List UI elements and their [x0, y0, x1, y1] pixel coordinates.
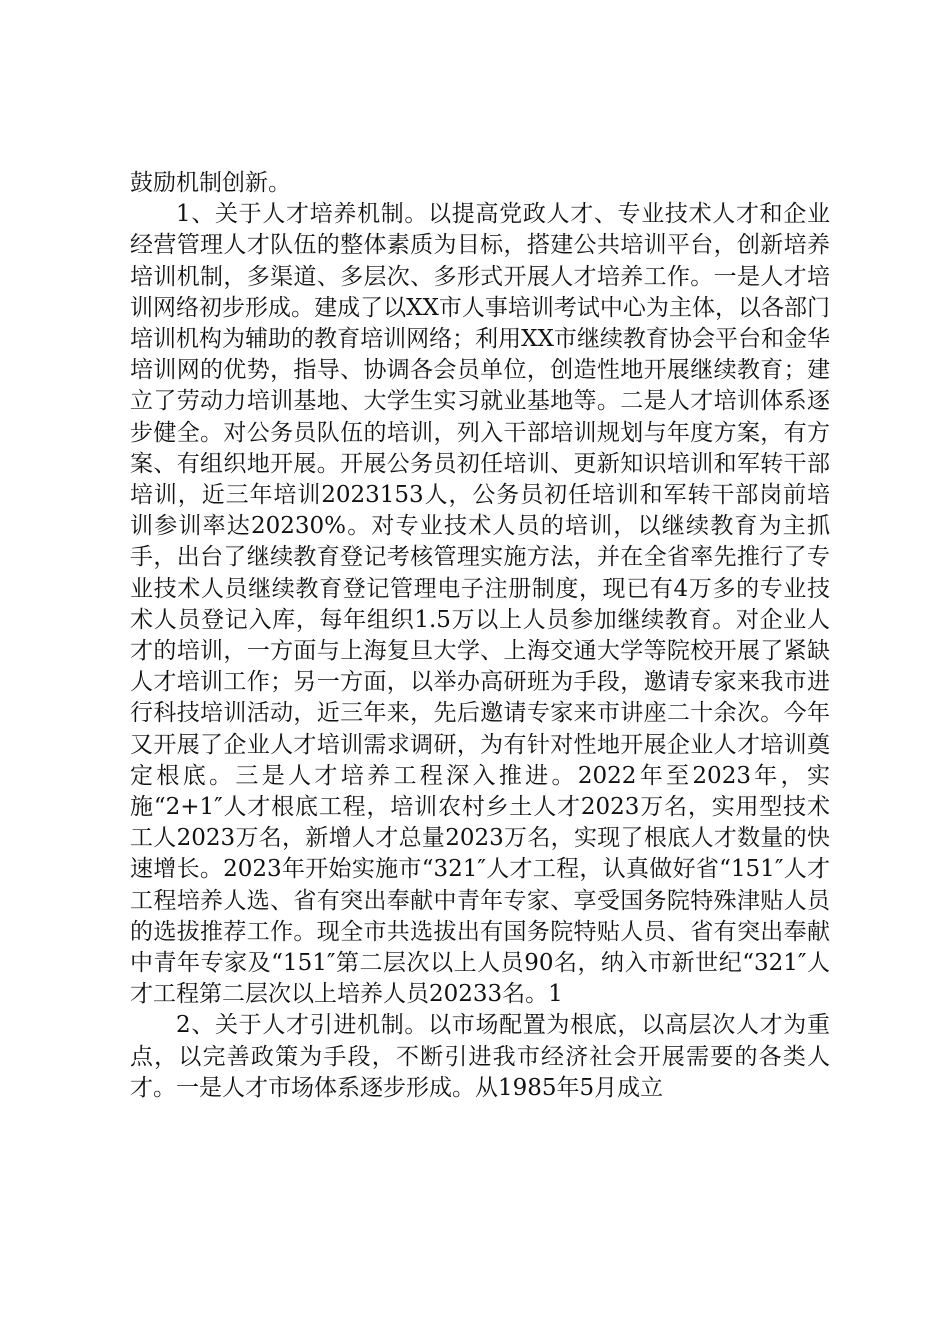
paragraph-talent-training: 1、关于人才培养机制。以提高党政人才、专业技术人才和企业经营管理人才队伍的整体素质为目标，搭建公共培训平台，创新培养培训机制，多渠道、多层次、多形式开展人才培养工作。一是人才培训网络初步形成。建成了以XX市人事培训考试中心为主体，以各部门培训机构为辅助的教育培训网络；利用XX市继续教育协会平台和金华培训网的优势，指导、协调各会员单位，创造性地开展继续教育；建立了劳动力培训基地、大学生实习就业基地等。二是人才培训体系逐步健全。对公务员队伍的培训，列入干部培训规划与年度方案，有方案、有组织地开展。开展公务员初任培训、更新知识培训和军转干部培训，近三年培训2023153人，公务员初任培训和军转干部岗前培训参训率达20230%。对专业技术人员的培训，以继续教育为主抓手，出台了继续教育登记考核管理实施方法，并在全省率先推行了专业技术人员继续教育登记管理电子注册制度，现已有4万多的专业技术人员登记入库，每年组织1.5万以上人员参加继续教育。对企业人才的培训，一方面与上海复旦大学、上海交通大学等院校开展了紧缺人才培训工作；另一方面，以举办高研班为手段，邀请专家来我市进行科技培训活动，近三年来，先后邀请专家来市讲座二十余次。今年又开展了企业人才培训需求调研，为有针对性地开展企业人才培训奠定根底。三是人才培养工程深入推进。2022年至2023年，实施“2+1″人才根底工程，培训农村乡土人才2023万名，实用型技术工人2023万名，新增人才总量2023万名，实现了根底人才数量的快速增长。2023年开始实施市“321″人才工程，认真做好省“151″人才工程培养人选、省有突出奉献中青年专家、享受国务院特殊津贴人员的选拔推荐工作。现全市共选拔出有国务院特贴人员、省有突出奉献中青年专家及“151″第二层次以上人员90名，纳入市新世纪“321″人才工程第二层次以上培养人员20233名。1 [130, 201, 830, 1008]
document-body [130, 168, 830, 1104]
paragraph-continuation: 鼓励机制创新。 [130, 170, 291, 196]
paragraph-talent-introduction: 2、关于人才引进机制。以市场配置为根底，以高层次人才为重点，以完善政策为手段，不断引进我市经济社会开展需要的各类人才。一是人才市场体系逐步形成。从1985年5月成立 [130, 1012, 830, 1101]
